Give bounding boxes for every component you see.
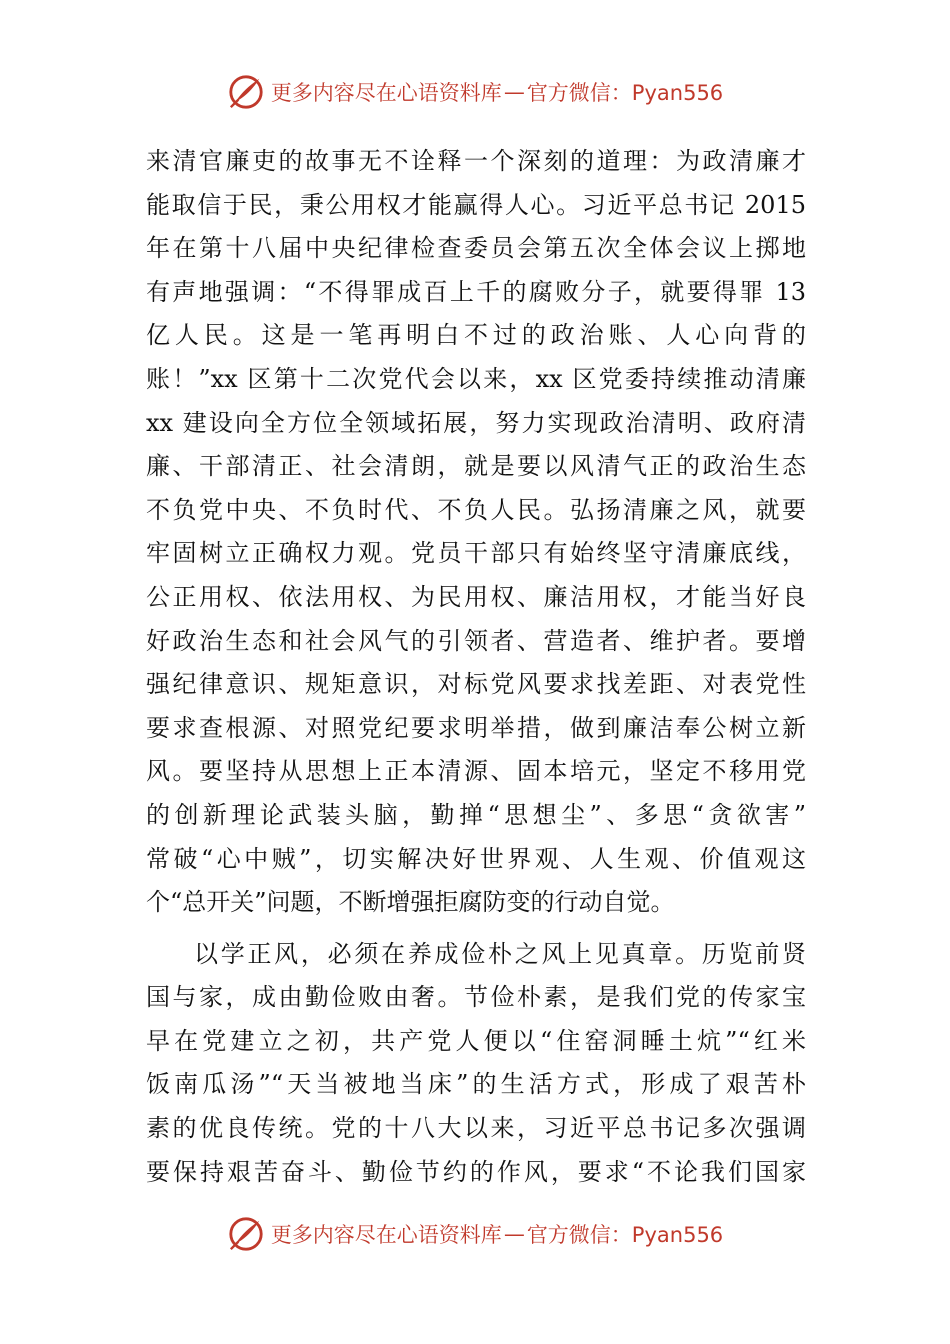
text-line: 风。要坚持从思想上正本清源、固本培元，坚定不移用党 (146, 757, 806, 786)
text-line: 亿人民。这是一笔再明白不过的政治账、人心向背的 (146, 321, 806, 350)
banner-dash: — (503, 1222, 525, 1246)
banner-contact: 官方微信：Pyan556 (526, 1223, 724, 1247)
text-line: 早在党建立之初，共产党人便以“住窑洞睡土炕”“红米 (146, 1026, 806, 1055)
text-line: 廉、干部清正、社会清朗，就是要以风清气正的政治生态 (146, 452, 806, 481)
text-line: 公正用权、依法用权、为民用权、廉洁用权，才能当好良 (146, 582, 806, 611)
text-line: 牢固树立正确权力观。党员干部只有始终坚守清廉底线， (146, 539, 806, 568)
text-line: 要求查根源、对照党纪要求明举措，做到廉洁奉公树立新 (146, 713, 806, 742)
paragraph-2 (146, 933, 806, 1195)
text-line: 有声地强调：“不得罪成百上千的腐败分子，就要得罪 13 (146, 277, 806, 306)
paragraph-1 (146, 140, 806, 925)
text-line: 不负党中央、不负时代、不负人民。弘扬清廉之风，就要 (146, 495, 806, 524)
text-line: 账！”xx 区第十二次党代会以来，xx 区党委持续推动清廉 (146, 364, 806, 393)
banner-dash: — (503, 80, 525, 104)
text-line: 能取信于民，秉公用权才能赢得人心。习近平总书记 2015 (146, 190, 806, 219)
text-line: 的创新理论武装头脑，勤掸“思想尘”、多思“贪欲害” (146, 800, 806, 829)
text-line: 强纪律意识、规矩意识，对标党风要求找差距、对表党性 (146, 670, 806, 699)
text-line: 年在第十八届中央纪律检查委员会第五次全体会议上掷地 (146, 234, 806, 263)
text-line: 国与家，成由勤俭败由奢。节俭朴素，是我们党的传家宝 (146, 983, 806, 1012)
text-line: 饭南瓜汤”“天当被地当床”的生活方式，形成了艰苦朴 (146, 1070, 806, 1099)
text-line: 以学正风，必须在养成俭朴之风上见真章。历览前贤 (194, 939, 806, 968)
text-line: 个“总开关”问题，不断增强拒腐防变的行动自觉。 (146, 888, 675, 917)
banner-contact: 官方微信：Pyan556 (526, 81, 724, 105)
quill-logo-icon (227, 73, 265, 111)
banner-slogan: 更多内容尽在心语资料库 (270, 81, 502, 105)
text-line: 来清官廉吏的故事无不诠释一个深刻的道理：为政清廉才 (146, 147, 806, 175)
document-body (146, 140, 806, 1194)
text-line: 常破“心中贼”，切实解决好世界观、人生观、价值观这 (146, 844, 806, 873)
text-line: 要保持艰苦奋斗、勤俭节约的作风，要求“不论我们国家 (146, 1157, 806, 1186)
text-line: xx 建设向全方位全领域拓展，努力实现政治清明、政府清 (146, 408, 806, 437)
text-line: 好政治生态和社会风气的引领者、营造者、维护者。要增 (146, 626, 806, 655)
header-banner (0, 70, 950, 114)
text-line: 素的优良传统。党的十八大以来，习近平总书记多次强调 (146, 1114, 806, 1143)
quill-logo-icon (227, 1215, 265, 1253)
footer-banner (0, 1212, 950, 1256)
banner-slogan: 更多内容尽在心语资料库 (270, 1223, 502, 1247)
